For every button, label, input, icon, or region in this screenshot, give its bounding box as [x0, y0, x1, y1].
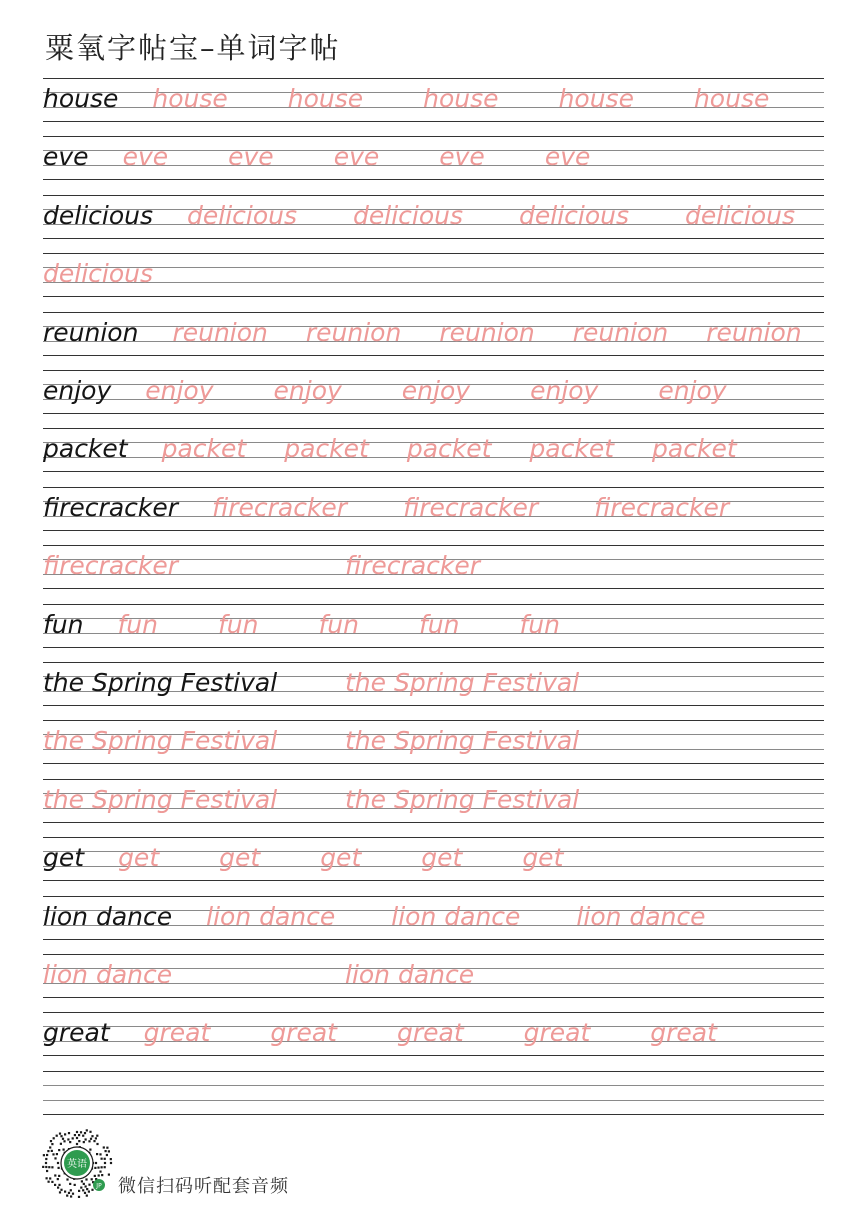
trace-word: reunion	[706, 317, 802, 347]
trace-word: firecracker	[212, 492, 348, 522]
trace-word: house	[423, 84, 499, 113]
trace-word: delicious	[353, 200, 463, 230]
trace-word: fun	[419, 609, 460, 639]
qr-badge-small-text: JP	[96, 1182, 102, 1190]
practice-row	[43, 545, 824, 589]
trace-word: packet	[284, 434, 369, 464]
trace-word: great	[396, 1018, 464, 1048]
trace-word: packet	[406, 434, 492, 464]
trace-word: great	[523, 1018, 591, 1048]
guide-line	[43, 471, 824, 472]
trace-word: lion dance	[391, 901, 521, 931]
guide-line	[43, 822, 824, 823]
guide-line	[43, 296, 824, 297]
guide-line	[43, 779, 824, 780]
guide-line	[43, 545, 824, 546]
trace-word: reunion	[439, 317, 535, 347]
trace-word: great	[270, 1018, 337, 1048]
trace-word: firecracker	[345, 551, 481, 581]
trace-word: eve	[439, 142, 485, 172]
trace-word: reunion	[172, 317, 268, 347]
guide-line	[43, 896, 824, 897]
practice-sheet	[43, 78, 824, 1116]
practice-row	[43, 779, 824, 823]
trace-word: enjoy	[273, 376, 342, 405]
practice-row	[43, 1071, 824, 1115]
guide-line	[43, 428, 824, 429]
guide-line	[43, 530, 824, 531]
guide-line	[43, 763, 824, 764]
model-word: great	[43, 1018, 110, 1048]
guide-line	[43, 136, 824, 137]
trace-word: firecracker	[594, 492, 730, 522]
page-title: 粟氧字帖宝–单词字帖	[45, 31, 341, 65]
practice-row	[43, 78, 824, 122]
guide-line	[43, 1071, 824, 1072]
qr-code-icon[interactable]	[40, 1126, 114, 1200]
practice-row	[43, 896, 824, 940]
guide-line	[43, 312, 824, 313]
guide-line	[43, 78, 824, 79]
qr-badge-text: 英语	[67, 1159, 87, 1170]
guide-line	[43, 662, 824, 663]
trace-word: get	[421, 843, 463, 873]
model-word: delicious	[43, 200, 153, 230]
trace-word: great	[143, 1018, 211, 1048]
trace-word: reunion	[305, 317, 402, 347]
footer	[40, 1126, 440, 1200]
trace-word: packet	[161, 434, 247, 464]
trace-word: lion dance	[43, 960, 173, 989]
guide-line	[43, 1085, 824, 1086]
model-word: the Spring Festival	[43, 668, 278, 697]
trace-word: enjoy	[658, 376, 727, 405]
model-word: fun	[43, 609, 84, 639]
practice-row	[43, 195, 824, 239]
trace-word: lion dance	[206, 901, 336, 931]
trace-word: great	[650, 1018, 717, 1048]
trace-word: fun	[117, 609, 158, 639]
trace-word: house	[152, 84, 228, 113]
trace-word: delicious	[519, 200, 629, 230]
model-word: firecracker	[43, 492, 179, 522]
guide-line	[43, 604, 824, 605]
trace-word: eve	[333, 142, 380, 172]
practice-row	[43, 954, 824, 998]
trace-word: the Spring Festival	[43, 784, 278, 814]
practice-row	[43, 312, 824, 356]
model-word: enjoy	[43, 376, 112, 405]
guide-line	[43, 997, 824, 998]
guide-line	[43, 720, 824, 721]
guide-line	[43, 588, 824, 589]
guide-line	[43, 487, 824, 488]
model-word: packet	[43, 434, 128, 464]
model-word: reunion	[43, 317, 139, 347]
trace-word: fun	[218, 609, 259, 639]
trace-word: packet	[529, 434, 615, 464]
trace-word: the Spring Festival	[345, 668, 580, 697]
guide-line	[43, 238, 824, 239]
practice-row	[43, 253, 824, 297]
model-word: get	[43, 843, 85, 873]
trace-word: the Spring Festival	[43, 726, 278, 756]
trace-word: get	[118, 843, 160, 873]
practice-row	[43, 662, 824, 706]
model-word: eve	[43, 142, 89, 172]
trace-word: eve	[228, 142, 274, 172]
guide-line	[43, 195, 824, 196]
guide-line	[43, 954, 824, 955]
guide-line	[43, 939, 824, 940]
guide-line	[43, 1055, 824, 1056]
trace-word: fun	[519, 609, 560, 639]
practice-row	[43, 487, 824, 531]
practice-row	[43, 1012, 824, 1056]
trace-word: delicious	[43, 259, 153, 289]
guide-line	[43, 282, 824, 283]
guide-line	[43, 647, 824, 648]
trace-word: reunion	[572, 317, 669, 347]
trace-word: get	[522, 843, 564, 873]
trace-word: get	[320, 843, 362, 873]
footer-caption: 微信扫码听配套音频	[118, 1176, 289, 1197]
trace-word: get	[219, 843, 261, 873]
trace-word: enjoy	[401, 376, 471, 405]
trace-word: firecracker	[403, 492, 539, 522]
trace-word: fun	[318, 609, 359, 639]
practice-row	[43, 428, 824, 472]
trace-word: the Spring Festival	[345, 784, 580, 814]
trace-word: the Spring Festival	[345, 726, 580, 756]
trace-word: firecracker	[43, 551, 179, 581]
trace-word: packet	[652, 434, 737, 464]
trace-word: lion dance	[576, 901, 706, 931]
guide-line	[43, 355, 824, 356]
trace-word: enjoy	[145, 376, 214, 405]
practice-row	[43, 370, 824, 414]
trace-word: delicious	[187, 200, 297, 230]
guide-line	[43, 837, 824, 838]
guide-line	[43, 370, 824, 371]
guide-line	[43, 179, 824, 180]
practice-row	[43, 604, 824, 648]
practice-row	[43, 136, 824, 180]
trace-word: house	[287, 84, 364, 113]
model-word: house	[43, 84, 119, 113]
guide-line	[43, 121, 824, 122]
guide-line	[43, 253, 824, 254]
trace-word: house	[558, 84, 634, 113]
practice-row	[43, 837, 824, 881]
guide-line	[43, 880, 824, 881]
practice-row	[43, 720, 824, 764]
guide-line	[43, 413, 824, 414]
guide-line	[43, 705, 824, 706]
trace-word: delicious	[685, 200, 795, 230]
trace-word: enjoy	[530, 376, 599, 405]
guide-line	[43, 1114, 824, 1115]
trace-word: eve	[122, 142, 169, 172]
trace-word: house	[693, 84, 770, 113]
guide-line	[43, 267, 824, 268]
model-word: lion dance	[43, 901, 173, 931]
trace-word: lion dance	[345, 960, 475, 989]
trace-word: eve	[544, 142, 591, 172]
guide-line	[43, 1012, 824, 1013]
guide-line	[43, 1100, 824, 1101]
